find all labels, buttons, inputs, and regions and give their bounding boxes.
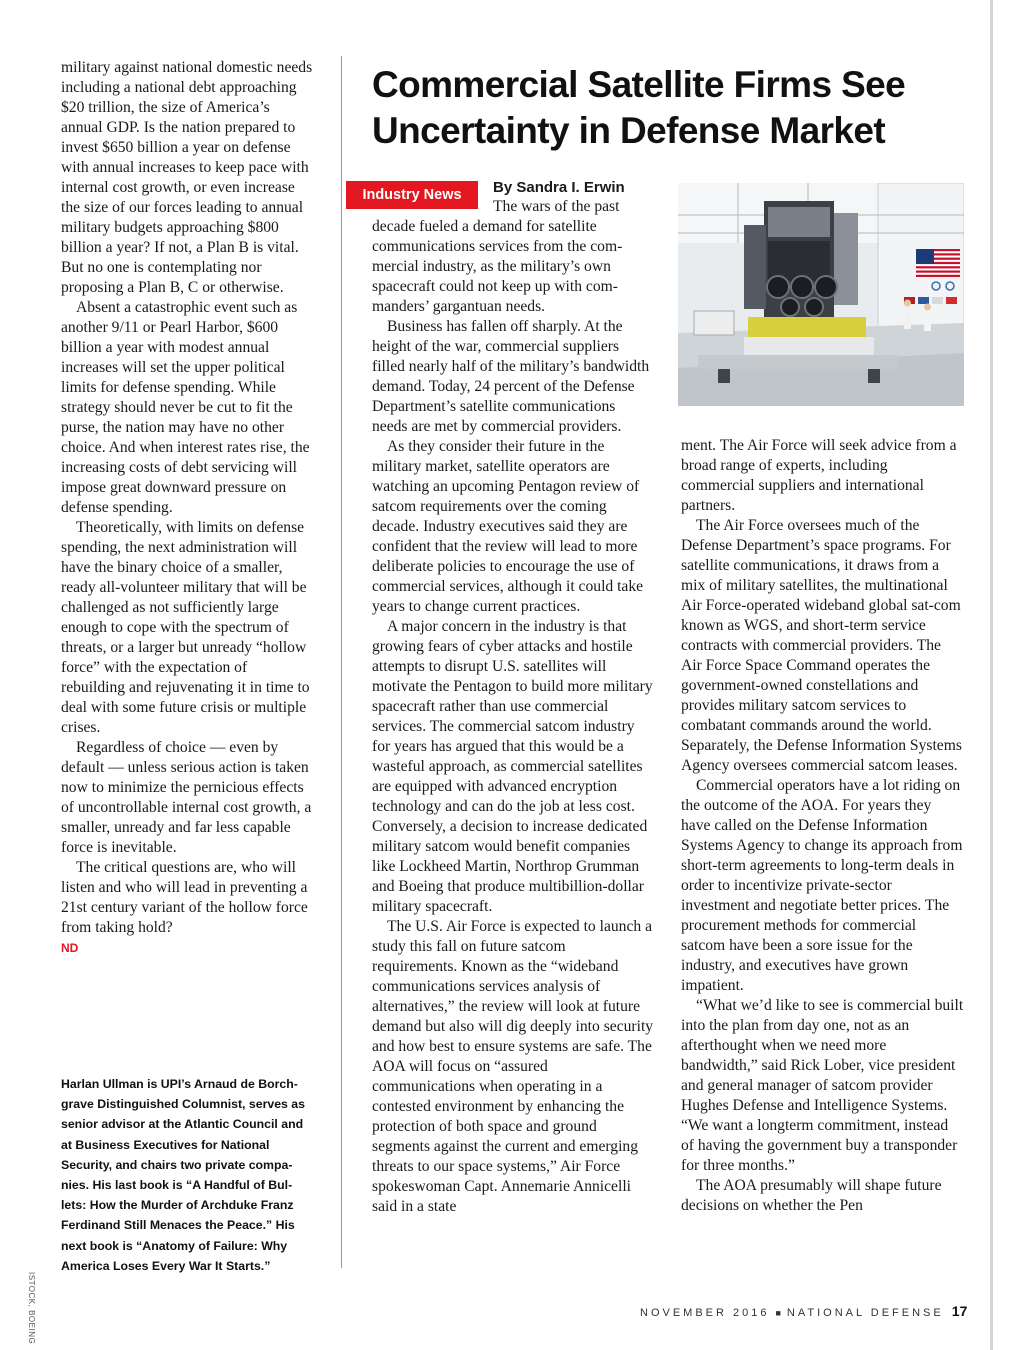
satellite-photo-illustration bbox=[678, 183, 964, 406]
footer-date: NOVEMBER 2016 bbox=[640, 1307, 770, 1319]
headline-line-1: Commercial Satellite Firms See bbox=[372, 64, 906, 105]
col2-paragraph-4: A major concern in the industry is that growing fears of cyber attacks and hostile attempts to disrupt U.S. satellites will motivate the Pentagon to build more military spacecraft rather than use commercial services. The commercial satcom industry for years has argued that this would be a wasteful approach, as commercial satellites are equipped with advanced encryption technology and can do the job at less cost. Conversely, a decision to increase dedicated military satcom would benefit companies like Lockheed Martin, Northrop Grumman and Boeing that produce multibillion-dollar military spacecraft. bbox=[372, 618, 653, 915]
page-footer bbox=[640, 1303, 966, 1319]
col2-paragraph-1 bbox=[372, 197, 654, 317]
end-mark: ND bbox=[61, 941, 79, 955]
col2-paragraph-5: The U.S. Air Force is expected to launch a study this fall on future satcom requirements. Known as the “wideband communications services analysis of alternatives,” the review will look at future demand but also will dig deeply into security and how best to ensure systems are safe. The AOA will focus on “assured communications when operating in a contested environment by enhancing the protection of both space and ground segments against the current and emerging threats to our space systems,” Air Force spokeswoman Capt. Annemarie Annicelli said in a state bbox=[372, 918, 654, 1215]
column-divider-rule bbox=[341, 56, 342, 1268]
col1-paragraph-1: military against national domestic needs including a national debt approaching $20 trillion, the size of America’s annual GDP. Is the nation prepared to invest $650 billion a year on defense with annual increases to keep pace with internal cost growth, or even increase the size of our forces leading to annual military budgets approaching $800 billion a year? If not, a Plan B is vital. But no one is contemplating nor proposing a Plan B, C or otherwise. bbox=[61, 59, 313, 296]
page-edge-shadow bbox=[990, 0, 993, 1350]
col1-paragraph-5: The critical questions are, who will listen and who will lead in preventing a 21st century variant of the hollow force from taking hold? bbox=[61, 859, 308, 936]
column-3 bbox=[681, 436, 964, 1216]
col3-paragraph-3: “What we’d like to see is commercial built into the plan from day one, not as an afterthought when we need more bandwidth,” said Rick Lober, vice president and general manager of satcom provider Hughes Defense and Intelligence Systems. “We want a longterm commitment, instead of having the government buy a transponder for three months.” bbox=[681, 997, 964, 1174]
col2-first-line: The wars of the past bbox=[493, 198, 620, 215]
section-tag[interactable]: Industry News bbox=[346, 181, 478, 209]
col2-paragraph-3: As they consider their future in the military market, satellite operators are watching an upcoming Pentagon review of satcom requirements over the coming decade. Industry executives said they are confident that the review will lead to more deliberate policies to encourage the use of commercial services, although it could take years to change current practices. bbox=[372, 438, 644, 615]
col3-paragraph-2: Commercial operators have a lot riding on the outcome of the AOA. For years they have called on the Defense Information Systems Agency to change its approach from short-term agreements to long-term deals in order to incentivize private-sector investment and negotiate better prices. The procurement methods for commercial satcom have been a sore issue for the industry, and executives have grown impatient. bbox=[681, 777, 963, 994]
col2-paragraph-2: Business has fallen off sharply. At the height of the war, commercial suppliers filled nearly half of the military’s bandwidth demand. Today, 24 percent of the Defense Department’s satellite communications needs are met by commercial providers. bbox=[372, 318, 650, 435]
us-flag-graphic bbox=[916, 249, 960, 277]
article-headline bbox=[372, 62, 992, 154]
col3-paragraph-4: The AOA presumably will shape future decisions on whether the Pen bbox=[681, 1177, 942, 1214]
col1-paragraph-4: Regardless of choice — even by default — unless serious action is taken now to minimize the pernicious effects of uncontrollable internal cost growth, a smaller, unready and far less capable force is inevitable. bbox=[61, 739, 312, 856]
col1-paragraph-2: Absent a catastrophic event such as another 9/11 or Pearl Harbor, $600 billion a year with modest annual increases will set the upper political limits for defense spending. While strategy should never be cut to fit the purse, the nation may have no other choice. And when interest rates rise, the increasing costs of debt servicing will impose great downward pressure on defense spending. bbox=[61, 299, 310, 516]
footer-publication: NATIONAL DEFENSE bbox=[786, 1307, 944, 1319]
satellite-photo bbox=[678, 183, 964, 406]
col2-first-rest: decade fueled a demand for satellite communications services from the commercial industry, as the military’s own spacecraft could not keep up with commanders’ gargantuan needs. bbox=[372, 218, 623, 315]
col1-paragraph-3: Theoretically, with limits on defense spending, the next administration will have the binary choice of a smaller, ready all-volunteer military that will be challenged as not sufficiently large enough to cope with the spectrum of threats, or a larger but unready “hollow force” with the expectation of rebuilding and rejuvenating it in time to deal with some future crisis or multiple crises. bbox=[61, 519, 310, 736]
column-1 bbox=[61, 58, 313, 958]
headline-line-2: Uncertainty in Defense Market bbox=[372, 110, 886, 151]
author-bio: Harlan Ullman is UPI’s Arnaud de Borchgrave Distinguished Columnist, serves as senior advisor at the Atlantic Council and at Business Executives for National Security, and chairs two private companies. His last book is “A Handful of Bullets: How the Murder of Archduke Franz Ferdinand Still Menaces the Peace.” His next book is “Anatomy of Failure: Why America Loses Every War It Starts.” bbox=[61, 1077, 305, 1273]
byline: By Sandra I. Erwin bbox=[493, 179, 625, 196]
page-number: 17 bbox=[951, 1303, 968, 1319]
col3-continuation: ment. The Air Force will seek advice from a broad range of experts, including commercial suppliers and international partners. bbox=[681, 437, 957, 514]
footer-bullet-icon: ■ bbox=[775, 1308, 781, 1318]
photo-credit: ISTOCK, BOEING bbox=[27, 1272, 36, 1345]
col3-paragraph-1: The Air Force oversees much of the Defense Department’s space programs. For satellite communications, it draws from a mix of military satellites, the multinational Air Force-operated wideband global sat-com known as WGS, and short-term service contracts with commercial providers. The Air Force Space Command operates the government-owned constellations and provides military satcom services to combatant commands around the world. Separately, the Defense Information Systems Agency oversees commercial satcom leases. bbox=[681, 517, 962, 774]
